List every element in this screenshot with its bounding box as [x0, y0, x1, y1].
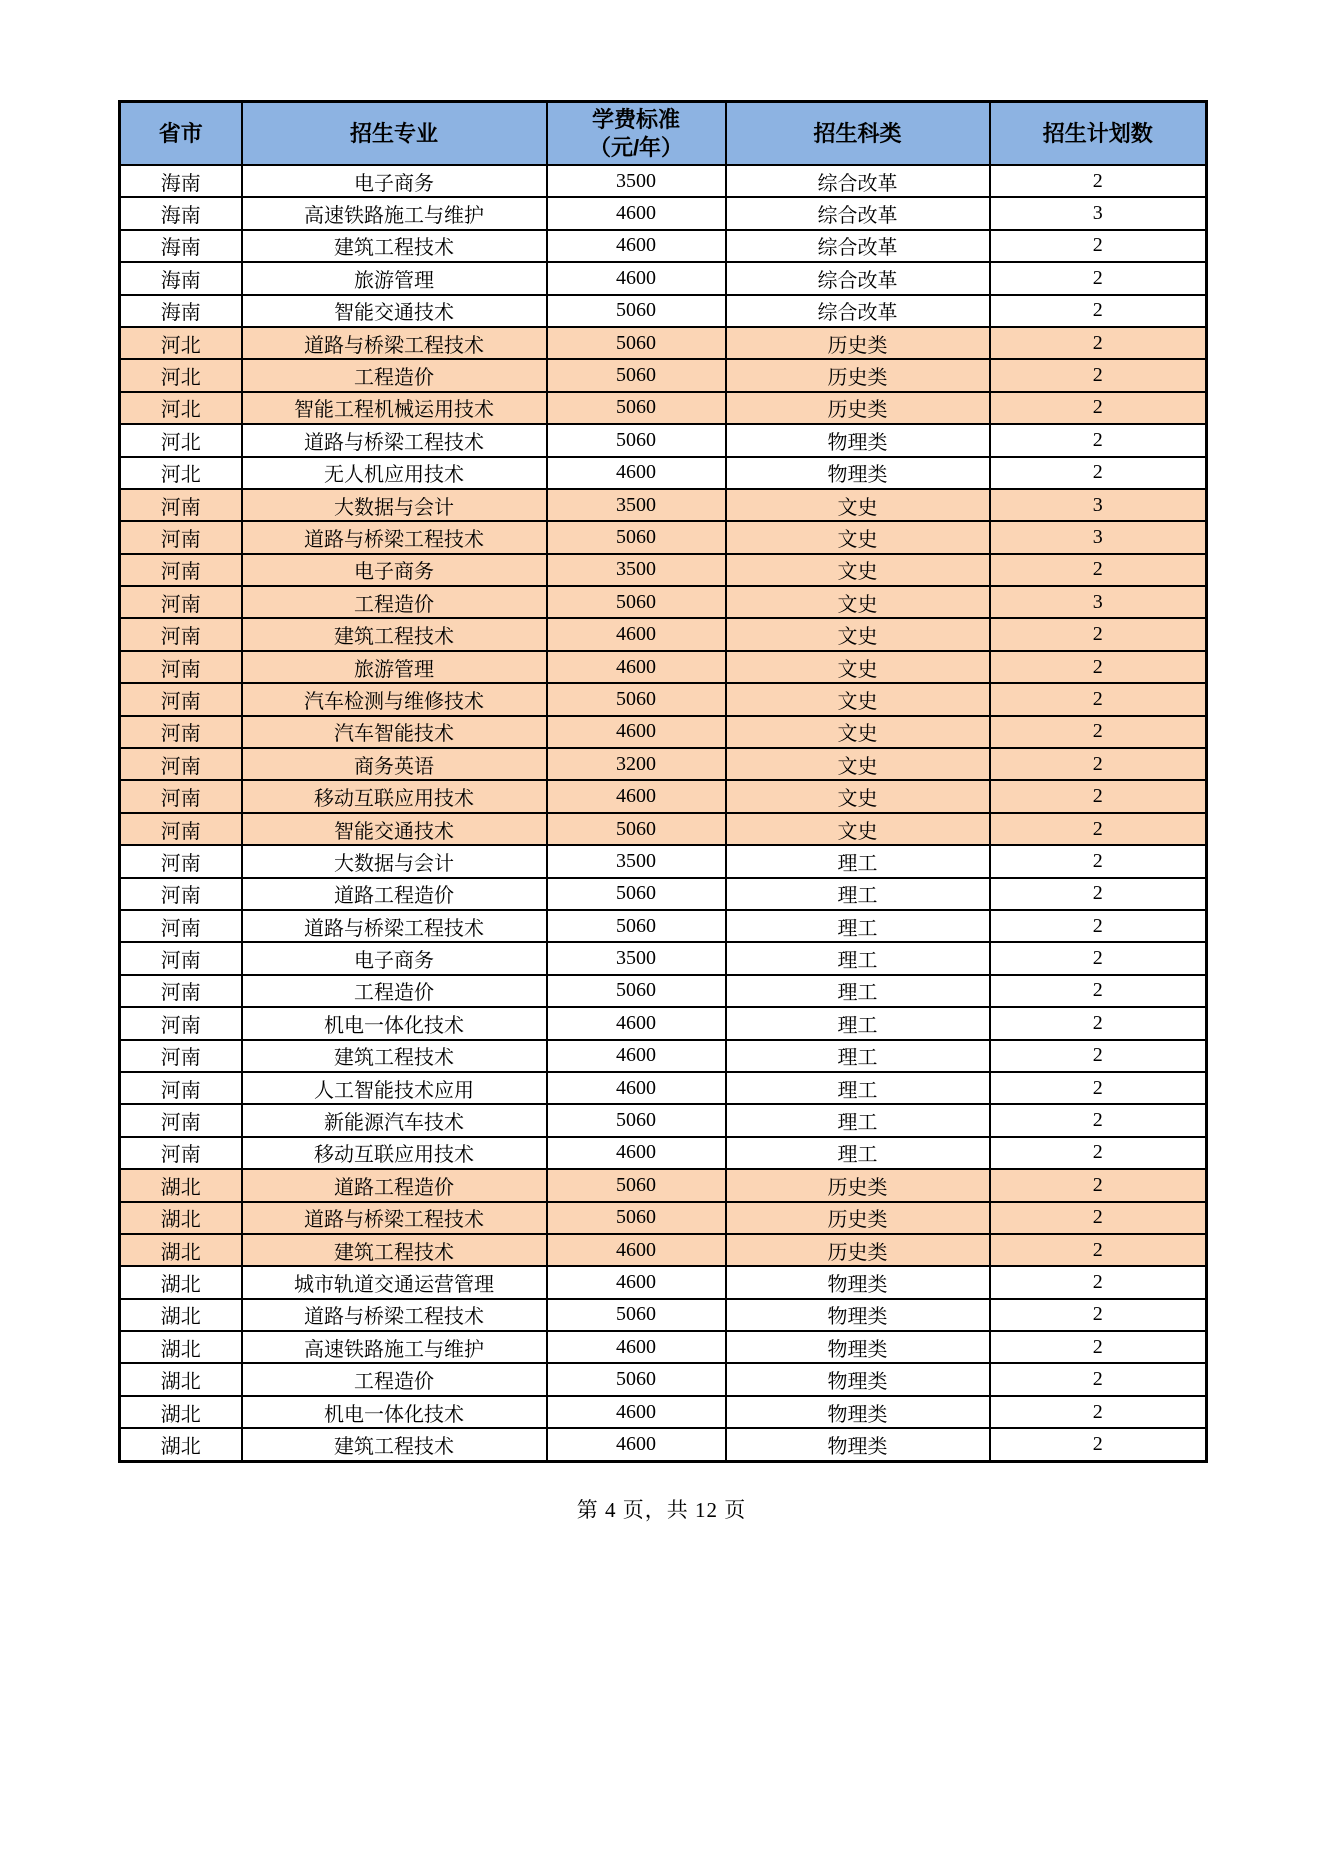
cell-province: 河南 — [120, 1007, 242, 1039]
cell-fee: 5060 — [547, 521, 726, 553]
cell-category: 物理类 — [726, 1299, 990, 1331]
table-row — [120, 845, 1207, 877]
cell-major: 移动互联应用技术 — [242, 1137, 547, 1169]
cell-category: 历史类 — [726, 1234, 990, 1266]
cell-province: 湖北 — [120, 1202, 242, 1234]
table-row — [120, 586, 1207, 618]
table-row — [120, 197, 1207, 229]
cell-plan: 2 — [990, 942, 1207, 974]
table-row — [120, 262, 1207, 294]
cell-major: 道路与桥梁工程技术 — [242, 910, 547, 942]
cell-category: 物理类 — [726, 1428, 990, 1461]
cell-major: 建筑工程技术 — [242, 1040, 547, 1072]
cell-major: 高速铁路施工与维护 — [242, 197, 547, 229]
table-row — [120, 716, 1207, 748]
cell-category: 物理类 — [726, 1266, 990, 1298]
cell-major: 工程造价 — [242, 975, 547, 1007]
table-row — [120, 748, 1207, 780]
cell-province: 湖北 — [120, 1428, 242, 1461]
table-row — [120, 295, 1207, 327]
table-header-row — [120, 102, 1207, 166]
table-row — [120, 392, 1207, 424]
cell-major: 智能交通技术 — [242, 295, 547, 327]
cell-fee: 4600 — [547, 716, 726, 748]
cell-fee: 4600 — [547, 1266, 726, 1298]
table-row — [120, 1040, 1207, 1072]
cell-category: 历史类 — [726, 1202, 990, 1234]
cell-major: 旅游管理 — [242, 262, 547, 294]
cell-plan: 2 — [990, 716, 1207, 748]
table-row — [120, 1137, 1207, 1169]
cell-plan: 2 — [990, 813, 1207, 845]
cell-major: 智能工程机械运用技术 — [242, 392, 547, 424]
cell-category: 理工 — [726, 975, 990, 1007]
cell-major: 道路与桥梁工程技术 — [242, 1202, 547, 1234]
cell-fee: 4600 — [547, 1072, 726, 1104]
cell-fee: 3500 — [547, 845, 726, 877]
cell-category: 文史 — [726, 651, 990, 683]
table-row — [120, 1428, 1207, 1461]
table-row — [120, 942, 1207, 974]
cell-plan: 2 — [990, 1072, 1207, 1104]
cell-plan: 2 — [990, 327, 1207, 359]
cell-fee: 3500 — [547, 554, 726, 586]
cell-province: 海南 — [120, 262, 242, 294]
cell-category: 文史 — [726, 586, 990, 618]
cell-plan: 2 — [990, 295, 1207, 327]
header-fee-line1: 学费标准 — [591, 107, 680, 132]
cell-fee: 4600 — [547, 651, 726, 683]
cell-category: 文史 — [726, 554, 990, 586]
cell-fee: 5060 — [547, 878, 726, 910]
cell-province: 河南 — [120, 1137, 242, 1169]
cell-fee: 5060 — [547, 1169, 726, 1201]
table-row — [120, 1007, 1207, 1039]
cell-fee: 4600 — [547, 1040, 726, 1072]
cell-major: 旅游管理 — [242, 651, 547, 683]
cell-category: 文史 — [726, 521, 990, 553]
cell-province: 湖北 — [120, 1396, 242, 1428]
cell-fee: 5060 — [547, 1104, 726, 1136]
table-row — [120, 1266, 1207, 1298]
table-row — [120, 813, 1207, 845]
cell-province: 海南 — [120, 230, 242, 262]
cell-province: 河南 — [120, 1072, 242, 1104]
cell-major: 道路工程造价 — [242, 878, 547, 910]
header-category: 招生科类 — [726, 102, 990, 166]
cell-fee: 3500 — [547, 489, 726, 521]
cell-plan: 2 — [990, 1234, 1207, 1266]
table-row — [120, 327, 1207, 359]
cell-fee: 5060 — [547, 1363, 726, 1395]
cell-fee: 4600 — [547, 197, 726, 229]
cell-major: 道路与桥梁工程技术 — [242, 327, 547, 359]
table-row — [120, 878, 1207, 910]
cell-category: 综合改革 — [726, 295, 990, 327]
cell-category: 历史类 — [726, 359, 990, 391]
cell-major: 大数据与会计 — [242, 845, 547, 877]
cell-province: 河南 — [120, 716, 242, 748]
cell-plan: 2 — [990, 651, 1207, 683]
cell-plan: 2 — [990, 1428, 1207, 1461]
table-row — [120, 1331, 1207, 1363]
cell-category: 理工 — [726, 1007, 990, 1039]
cell-category: 综合改革 — [726, 165, 990, 197]
table-row — [120, 618, 1207, 650]
cell-category: 历史类 — [726, 327, 990, 359]
cell-plan: 2 — [990, 878, 1207, 910]
cell-fee: 4600 — [547, 230, 726, 262]
cell-plan: 2 — [990, 1396, 1207, 1428]
cell-province: 河南 — [120, 683, 242, 715]
cell-major: 电子商务 — [242, 942, 547, 974]
cell-category: 理工 — [726, 878, 990, 910]
cell-plan: 2 — [990, 1007, 1207, 1039]
admission-plan-table — [118, 100, 1208, 1463]
cell-major: 大数据与会计 — [242, 489, 547, 521]
cell-fee: 3500 — [547, 165, 726, 197]
table-row — [120, 489, 1207, 521]
header-province: 省市 — [120, 102, 242, 166]
cell-province: 河北 — [120, 327, 242, 359]
table-row — [120, 1396, 1207, 1428]
cell-province: 湖北 — [120, 1363, 242, 1395]
cell-province: 河南 — [120, 618, 242, 650]
cell-plan: 2 — [990, 392, 1207, 424]
cell-category: 物理类 — [726, 1331, 990, 1363]
table-row — [120, 1169, 1207, 1201]
cell-category: 理工 — [726, 845, 990, 877]
cell-major: 机电一体化技术 — [242, 1007, 547, 1039]
cell-fee: 5060 — [547, 327, 726, 359]
cell-fee: 4600 — [547, 1331, 726, 1363]
header-fee — [547, 102, 726, 166]
cell-major: 道路与桥梁工程技术 — [242, 424, 547, 456]
cell-fee: 4600 — [547, 457, 726, 489]
cell-province: 海南 — [120, 165, 242, 197]
cell-fee: 4600 — [547, 262, 726, 294]
cell-major: 移动互联应用技术 — [242, 780, 547, 812]
cell-category: 综合改革 — [726, 262, 990, 294]
cell-major: 汽车智能技术 — [242, 716, 547, 748]
cell-plan: 2 — [990, 845, 1207, 877]
cell-major: 工程造价 — [242, 586, 547, 618]
cell-fee: 4600 — [547, 618, 726, 650]
cell-category: 文史 — [726, 748, 990, 780]
cell-plan: 2 — [990, 554, 1207, 586]
cell-category: 物理类 — [726, 424, 990, 456]
cell-plan: 2 — [990, 424, 1207, 456]
cell-major: 高速铁路施工与维护 — [242, 1331, 547, 1363]
cell-plan: 3 — [990, 586, 1207, 618]
cell-fee: 5060 — [547, 359, 726, 391]
cell-category: 文史 — [726, 618, 990, 650]
cell-province: 河北 — [120, 457, 242, 489]
table-row — [120, 975, 1207, 1007]
cell-plan: 2 — [990, 780, 1207, 812]
table-row — [120, 1363, 1207, 1395]
cell-province: 河南 — [120, 554, 242, 586]
cell-province: 河北 — [120, 359, 242, 391]
table-row — [120, 1234, 1207, 1266]
table-row — [120, 359, 1207, 391]
table-row — [120, 910, 1207, 942]
table-row — [120, 1202, 1207, 1234]
cell-fee: 5060 — [547, 392, 726, 424]
cell-plan: 2 — [990, 910, 1207, 942]
cell-category: 理工 — [726, 910, 990, 942]
cell-plan: 2 — [990, 975, 1207, 1007]
cell-fee: 5060 — [547, 424, 726, 456]
cell-category: 文史 — [726, 780, 990, 812]
cell-major: 无人机应用技术 — [242, 457, 547, 489]
table-row — [120, 554, 1207, 586]
cell-plan: 2 — [990, 1104, 1207, 1136]
cell-plan: 2 — [990, 1137, 1207, 1169]
cell-fee: 4600 — [547, 1396, 726, 1428]
cell-province: 湖北 — [120, 1169, 242, 1201]
cell-category: 综合改革 — [726, 230, 990, 262]
header-fee-line2: （元/年） — [588, 134, 684, 160]
cell-plan: 2 — [990, 1299, 1207, 1331]
cell-category: 理工 — [726, 1040, 990, 1072]
page-number: 第 4 页，共 12 页 — [576, 1498, 747, 1522]
cell-province: 河南 — [120, 1104, 242, 1136]
cell-plan: 2 — [990, 1169, 1207, 1201]
cell-category: 文史 — [726, 716, 990, 748]
cell-fee: 5060 — [547, 586, 726, 618]
cell-plan: 2 — [990, 1363, 1207, 1395]
cell-plan: 2 — [990, 1331, 1207, 1363]
cell-fee: 3200 — [547, 748, 726, 780]
cell-plan: 3 — [990, 521, 1207, 553]
cell-plan: 2 — [990, 1266, 1207, 1298]
cell-fee: 4600 — [547, 1007, 726, 1039]
cell-major: 电子商务 — [242, 554, 547, 586]
cell-province: 海南 — [120, 295, 242, 327]
cell-plan: 2 — [990, 262, 1207, 294]
cell-province: 湖北 — [120, 1331, 242, 1363]
cell-fee: 3500 — [547, 942, 726, 974]
cell-province: 海南 — [120, 197, 242, 229]
table-row — [120, 424, 1207, 456]
cell-category: 理工 — [726, 1137, 990, 1169]
cell-province: 河南 — [120, 780, 242, 812]
cell-fee: 5060 — [547, 295, 726, 327]
cell-province: 河北 — [120, 392, 242, 424]
table-row — [120, 521, 1207, 553]
cell-fee: 5060 — [547, 910, 726, 942]
cell-fee: 5060 — [547, 683, 726, 715]
cell-fee: 5060 — [547, 1202, 726, 1234]
header-major: 招生专业 — [242, 102, 547, 166]
cell-major: 智能交通技术 — [242, 813, 547, 845]
cell-fee: 4600 — [547, 780, 726, 812]
cell-category: 文史 — [726, 813, 990, 845]
table-row — [120, 230, 1207, 262]
cell-major: 新能源汽车技术 — [242, 1104, 547, 1136]
cell-plan: 2 — [990, 618, 1207, 650]
cell-major: 机电一体化技术 — [242, 1396, 547, 1428]
cell-major: 建筑工程技术 — [242, 618, 547, 650]
cell-province: 河南 — [120, 942, 242, 974]
table-row — [120, 1104, 1207, 1136]
cell-province: 河南 — [120, 521, 242, 553]
table-row — [120, 683, 1207, 715]
table-row — [120, 457, 1207, 489]
cell-plan: 2 — [990, 683, 1207, 715]
cell-category: 历史类 — [726, 1169, 990, 1201]
table-row — [120, 651, 1207, 683]
cell-plan: 3 — [990, 197, 1207, 229]
cell-major: 城市轨道交通运营管理 — [242, 1266, 547, 1298]
cell-province: 河南 — [120, 489, 242, 521]
cell-plan: 3 — [990, 489, 1207, 521]
cell-province: 湖北 — [120, 1234, 242, 1266]
cell-province: 河南 — [120, 813, 242, 845]
cell-major: 建筑工程技术 — [242, 1428, 547, 1461]
cell-major: 电子商务 — [242, 165, 547, 197]
cell-province: 河南 — [120, 1040, 242, 1072]
cell-category: 文史 — [726, 683, 990, 715]
cell-major: 工程造价 — [242, 359, 547, 391]
cell-fee: 5060 — [547, 975, 726, 1007]
cell-province: 河南 — [120, 845, 242, 877]
table-row — [120, 1299, 1207, 1331]
cell-province: 河南 — [120, 975, 242, 1007]
cell-category: 理工 — [726, 1104, 990, 1136]
cell-major: 建筑工程技术 — [242, 1234, 547, 1266]
cell-fee: 5060 — [547, 813, 726, 845]
cell-major: 商务英语 — [242, 748, 547, 780]
cell-category: 理工 — [726, 1072, 990, 1104]
cell-major: 人工智能技术应用 — [242, 1072, 547, 1104]
cell-plan: 2 — [990, 748, 1207, 780]
table-row — [120, 165, 1207, 197]
cell-province: 湖北 — [120, 1299, 242, 1331]
cell-category: 物理类 — [726, 1363, 990, 1395]
table-row — [120, 780, 1207, 812]
cell-category: 历史类 — [726, 392, 990, 424]
cell-province: 河南 — [120, 878, 242, 910]
cell-fee: 4600 — [547, 1137, 726, 1169]
cell-plan: 2 — [990, 230, 1207, 262]
table-row — [120, 1072, 1207, 1104]
cell-province: 河南 — [120, 748, 242, 780]
cell-province: 河南 — [120, 586, 242, 618]
cell-category: 综合改革 — [726, 197, 990, 229]
cell-plan: 2 — [990, 165, 1207, 197]
cell-major: 工程造价 — [242, 1363, 547, 1395]
cell-major: 汽车检测与维修技术 — [242, 683, 547, 715]
cell-major: 道路与桥梁工程技术 — [242, 1299, 547, 1331]
cell-fee: 5060 — [547, 1299, 726, 1331]
cell-plan: 2 — [990, 1202, 1207, 1234]
cell-major: 建筑工程技术 — [242, 230, 547, 262]
cell-province: 湖北 — [120, 1266, 242, 1298]
cell-province: 河南 — [120, 910, 242, 942]
cell-category: 文史 — [726, 489, 990, 521]
cell-major: 道路工程造价 — [242, 1169, 547, 1201]
cell-fee: 4600 — [547, 1234, 726, 1266]
cell-category: 物理类 — [726, 457, 990, 489]
cell-major: 道路与桥梁工程技术 — [242, 521, 547, 553]
cell-category: 物理类 — [726, 1396, 990, 1428]
cell-plan: 2 — [990, 457, 1207, 489]
cell-fee: 4600 — [547, 1428, 726, 1461]
cell-plan: 2 — [990, 1040, 1207, 1072]
cell-province: 河南 — [120, 651, 242, 683]
cell-province: 河北 — [120, 424, 242, 456]
cell-plan: 2 — [990, 359, 1207, 391]
header-plan: 招生计划数 — [990, 102, 1207, 166]
cell-category: 理工 — [726, 942, 990, 974]
